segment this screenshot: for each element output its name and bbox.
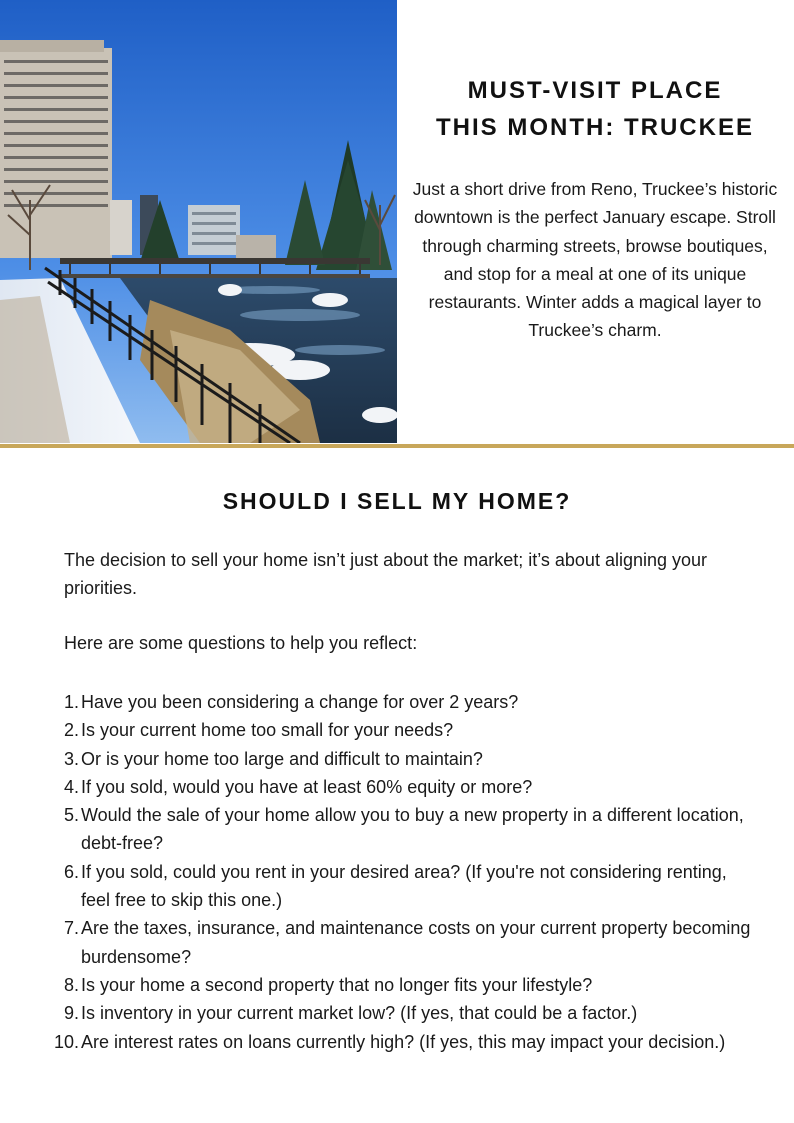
question-number: 6. — [63, 861, 79, 882]
question-number: 9. — [63, 1003, 79, 1024]
feature-description: Just a short drive from Reno, Truckee’s historic downtown is the perfect January escape. Stroll through charming streets, browse boutiques, and stop for a meal at one of its unique restaurants. Winter adds a magical layer to Truckee’s charm. — [412, 179, 778, 341]
question-item — [0, 971, 751, 999]
question-text: Have you been considering a change for over 2 years? — [81, 692, 519, 712]
question-item — [0, 914, 751, 971]
question-number: 1. — [63, 692, 79, 712]
question-item — [0, 745, 751, 773]
question-text: Is your home a second property that no longer fits your lifestyle? — [81, 974, 593, 995]
feature-title-line2: THIS MONTH: TRUCKEE — [436, 114, 754, 141]
feature-title-line1: MUST-VISIT PLACE — [467, 77, 723, 104]
question-item — [0, 716, 751, 744]
question-number: 7. — [63, 918, 79, 939]
question-item — [0, 688, 751, 716]
question-number: 2. — [63, 720, 79, 741]
question-item — [0, 1028, 751, 1056]
question-text: Are interest rates on loans currently high? (If yes, this may impact your decision.) — [81, 1031, 726, 1052]
question-item — [0, 999, 751, 1027]
questions-list — [0, 688, 794, 1056]
question-text: If you sold, would you have at least 60% equity or more? — [81, 776, 533, 797]
question-number: 10. — [53, 1031, 79, 1052]
section-title: SHOULD I SELL MY HOME? — [222, 488, 572, 514]
river-walk-photo-icon — [0, 0, 397, 443]
questions-prompt: Here are some questions to help you reflect: — [64, 633, 418, 653]
question-text: Would the sale of your home allow you to buy a new property in a different location, debt-free? — [81, 805, 744, 854]
question-item — [0, 858, 751, 915]
question-item — [0, 801, 751, 858]
question-number: 5. — [63, 805, 79, 826]
truckee-river-photo — [0, 0, 397, 443]
question-item — [0, 773, 751, 801]
question-number: 4. — [63, 776, 79, 797]
question-text: Is your current home too small for your needs? — [81, 720, 454, 741]
feature-panel — [406, 0, 784, 443]
question-text: Is inventory in your current market low? (If yes, that could be a factor.) — [81, 1003, 638, 1024]
feature-title — [406, 72, 784, 146]
question-text: Are the taxes, insurance, and maintenance costs on your current property becoming burdensome? — [81, 918, 751, 967]
intro-paragraph: The decision to sell your home isn’t just about the market; it’s about aligning your priorities. — [64, 550, 708, 599]
section-divider — [0, 444, 794, 448]
question-text: Or is your home too large and difficult to maintain? — [81, 748, 483, 769]
question-number: 8. — [63, 974, 79, 995]
question-number: 3. — [63, 748, 79, 769]
question-text: If you sold, could you rent in your desired area? (If you're not considering renting, feel free to skip this one.) — [81, 861, 727, 911]
